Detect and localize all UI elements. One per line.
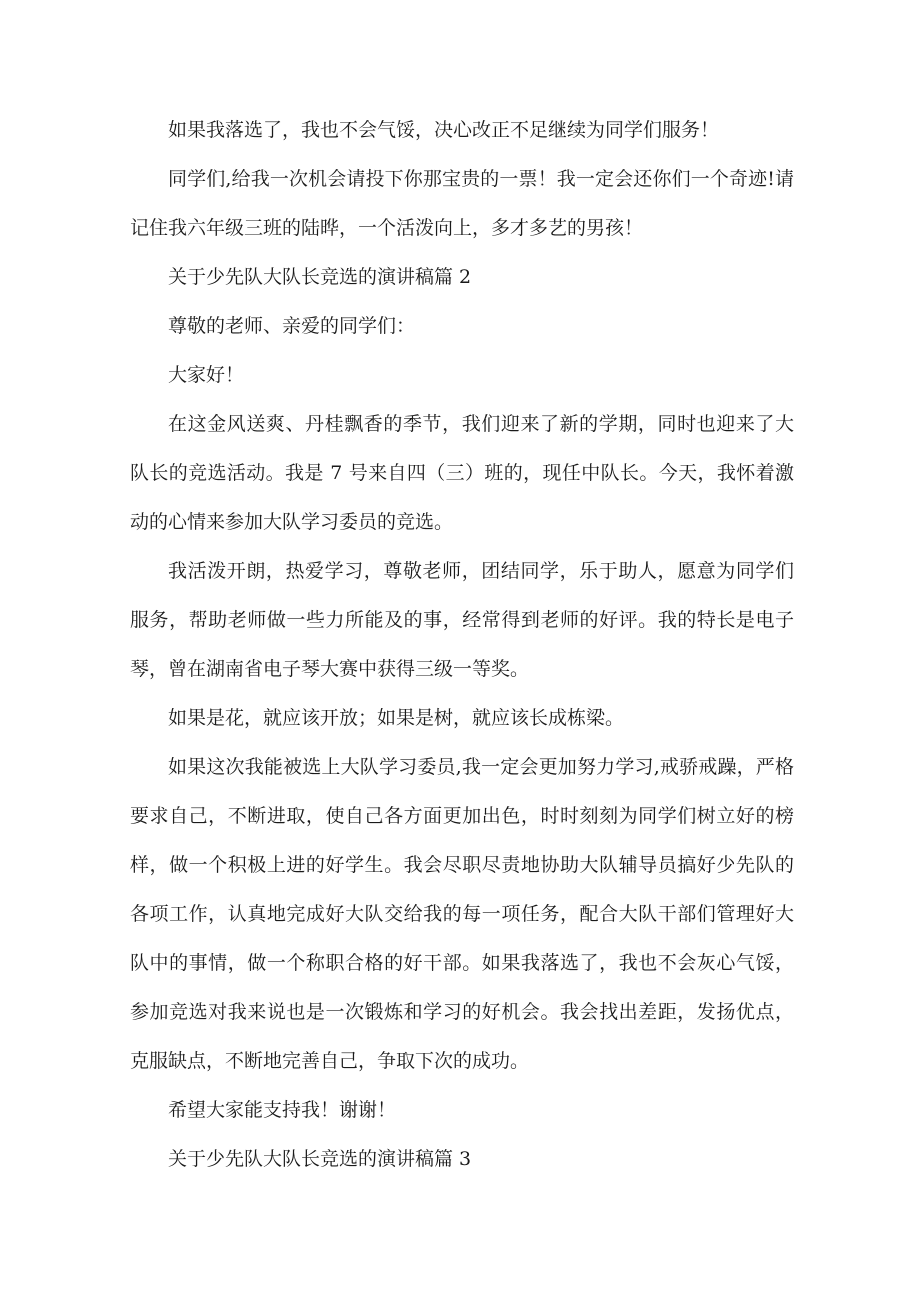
paragraph-self-description: 我活泼开朗，热爱学习，尊敬老师，团结同学，乐于助人，愿意为同学们服务，帮助老师做一些力所能及的事，经常得到老师的好评。我的特长是电子琴，曾在湖南省电子琴大赛中获得三级一等奖。: [130, 560, 794, 680]
paragraph-1: 如果我落选了，我也不会气馁，决心改正不足继续为同学们服务！: [168, 119, 720, 141]
section-heading-3: 关于少先队大队长竞选的演讲稿篇 3: [168, 1148, 472, 1170]
paragraph-2: 同学们,给我一次机会请投下你那宝贵的一票！我一定会还你们一个奇迹!请记住我六年级三班的陆晔，一个活泼向上，多才多艺的男孩！: [130, 168, 794, 239]
paragraph-promise: 如果这次我能被选上大队学习委员,我一定会更加努力学习,戒骄戒躁，严格要求自己，不断进取，使自己各方面更加出色，时时刻刻为同学们树立好的榜样，做一个积极上进的好学生。我会尽职尽责地协助大队辅导员搞好少先队的各项工作，认真地完成好大队交给我的每一项任务，配合大队干部们管理好大队中的事情，做一个称职合格的好干部。如果我落选了，我也不会灰心气馁，参加竞选对我来说也是一次锻炼和学习的好机会。我会找出差距，发扬优点，克服缺点，不断地完善自己，争取下次的成功。: [130, 756, 794, 1072]
document-body: [130, 106, 794, 1184]
paragraph-closing: 希望大家能支持我！谢谢！: [168, 1099, 397, 1121]
paragraph-intro: 在这金风送爽、丹桂飘香的季节，我们迎来了新的学期，同时也迎来了大队长的竞选活动。我是 7 号来自四（三）班的，现任中队长。今天，我怀着激动的心情来参加大队学习委员的竞选。: [130, 413, 794, 533]
paragraph-metaphor: 如果是花，就应该开放；如果是树，就应该长成栋梁。: [168, 707, 625, 729]
salutation: 尊敬的老师、亲爱的同学们：: [168, 315, 416, 337]
greeting: 大家好！: [168, 364, 245, 386]
section-heading-2: 关于少先队大队长竞选的演讲稿篇 2: [168, 266, 472, 288]
